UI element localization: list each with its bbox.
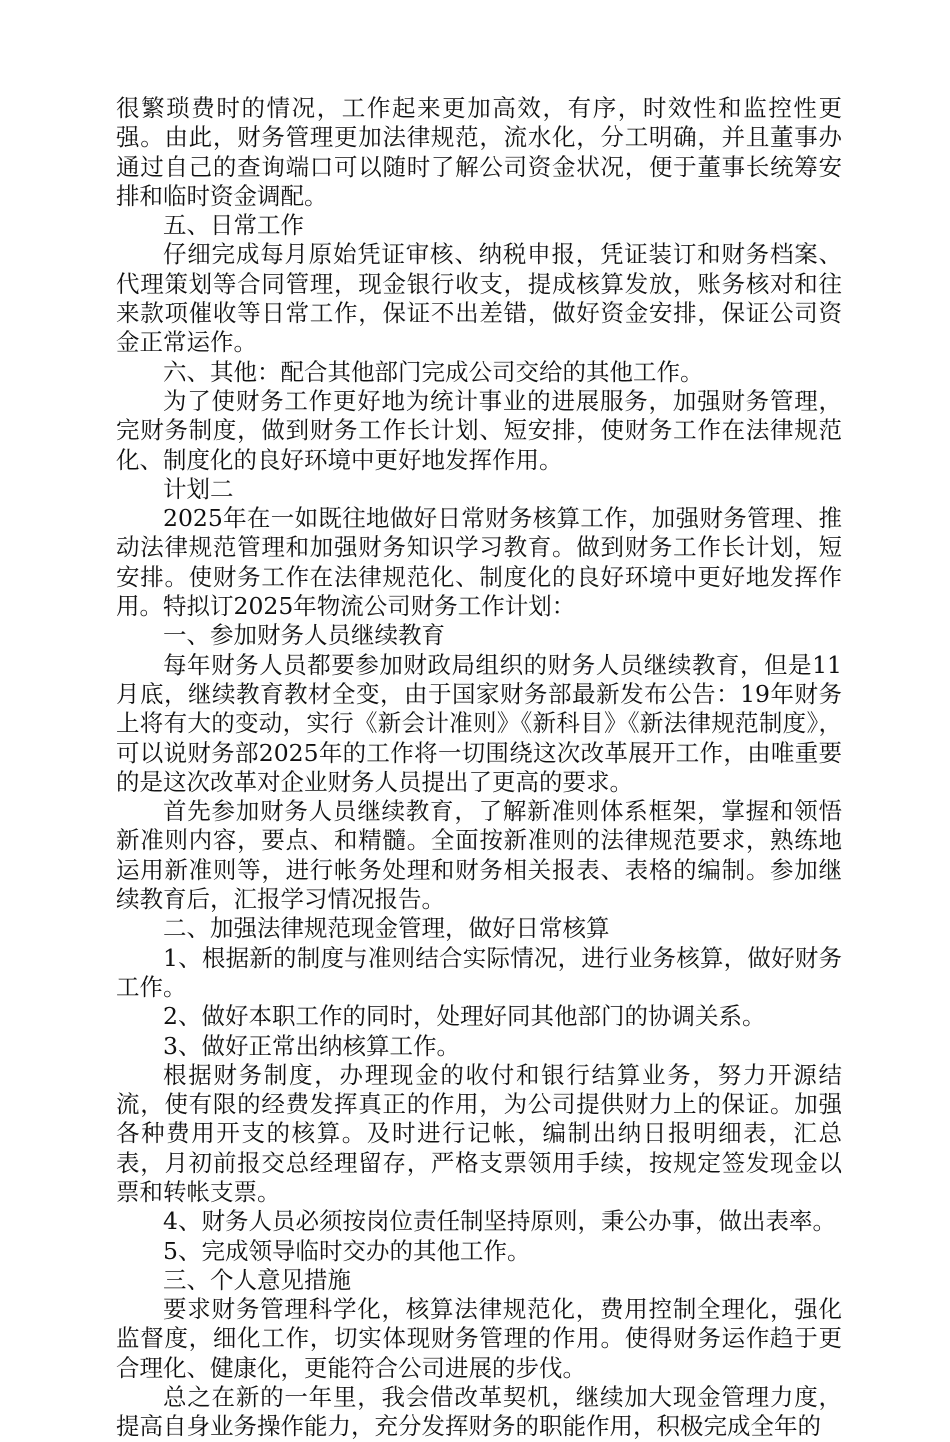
paragraph: 首先参加财务人员继续教育，了解新准则体系框架，掌握和领悟新准则内容，要点、和精髓。全面按新准则的法律规范要求，熟练地运用新准则等，进行帐务处理和财务相关报表、表格的编制。参加继续教育后，汇报学习情况报告。 [116, 797, 842, 914]
paragraph: 根据财务制度，办理现金的收付和银行结算业务，努力开源结流，使有限的经费发挥真正的作用，为公司提供财力上的保证。加强各种费用开支的核算。及时进行记帐，编制出纳日报明细表，汇总表，月初前报交总经理留存，严格支票领用手续，按规定签发现金以票和转帐支票。 [116, 1060, 842, 1206]
paragraph: 仔细完成每月原始凭证审核、纳税申报，凭证装订和财务档案、代理策划等合同管理，现金银行收支，提成核算发放，账务核对和往来款项催收等日常工作，保证不出差错，做好资金安排，保证公司资金正常运作。 [116, 240, 842, 357]
paragraph-continued: 很繁琐费时的情况，工作起来更加高效，有序，时效性和监控性更强。由此，财务管理更加法律规范，流水化，分工明确，并且董事办通过自己的查询端口可以随时了解公司资金状况，便于董事长统筹安排和临时资金调配。 [116, 94, 842, 210]
paragraph: 要求财务管理科学化，核算法律规范化，费用控制全理化，强化监督度，细化工作，切实体现财务管理的作用。使得财务运作趋于更合理化、健康化，更能符合公司进展的步伐。 [116, 1295, 842, 1382]
section-heading-daily-work: 五、日常工作 [163, 211, 304, 240]
list-item: 4、财务人员必须按岗位责任制坚持原则，秉公办事，做出表率。 [163, 1207, 836, 1236]
list-item: 3、做好正常出纳核算工作。 [163, 1031, 460, 1060]
document-body [116, 94, 842, 1442]
paragraph: 为了使财务工作更好地为统计事业的进展服务，加强财务管理，完财务制度，做到财务工作长计划、短安排，使财务工作在法律规范化、制度化的良好环境中更好地发挥作用。 [116, 386, 842, 474]
paragraph: 每年财务人员都要参加财政局组织的财务人员继续教育，但是11月底，继续教育教材全变，由于国家财务部最新发布公告：19年财务上将有大的变动，实行《新会计准则》《新科目》《新法律规范制度》，可以说财务部2025年的工作将一切围绕这次改革展开工作，由唯重要的是这次改革对企业财务人员提出了更高的要求。 [116, 650, 842, 796]
section-heading-measures: 三、个人意见措施 [163, 1265, 351, 1294]
list-item: 1、根据新的制度与准则结合实际情况，进行业务核算，做好财务工作。 [116, 943, 842, 1001]
paragraph: 总之在新的一年里，我会借改革契机，继续加大现金管理力度，提高自身业务操作能力，充分发挥财务的职能作用，积极完成全年的 [116, 1383, 842, 1441]
section-heading-other: 六、其他：配合其他部门完成公司交给的其他工作。 [163, 357, 704, 386]
section-heading-education: 一、参加财务人员继续教育 [163, 621, 445, 650]
section-heading-cash-management: 二、加强法律规范现金管理，做好日常核算 [163, 914, 610, 943]
plan-two-heading: 计划二 [163, 474, 234, 503]
list-item: 5、完成领导临时交办的其他工作。 [163, 1236, 531, 1265]
paragraph: 2025年在一如既往地做好日常财务核算工作，加强财务管理、推动法律规范管理和加强财务知识学习教育。做到财务工作长计划，短安排。使财务工作在法律规范化、制度化的良好环境中更好地发挥作用。特拟订2025年物流公司财务工作计划： [116, 504, 842, 621]
list-item: 2、做好本职工作的同时，处理好同其他部门的协调关系。 [163, 1002, 766, 1031]
